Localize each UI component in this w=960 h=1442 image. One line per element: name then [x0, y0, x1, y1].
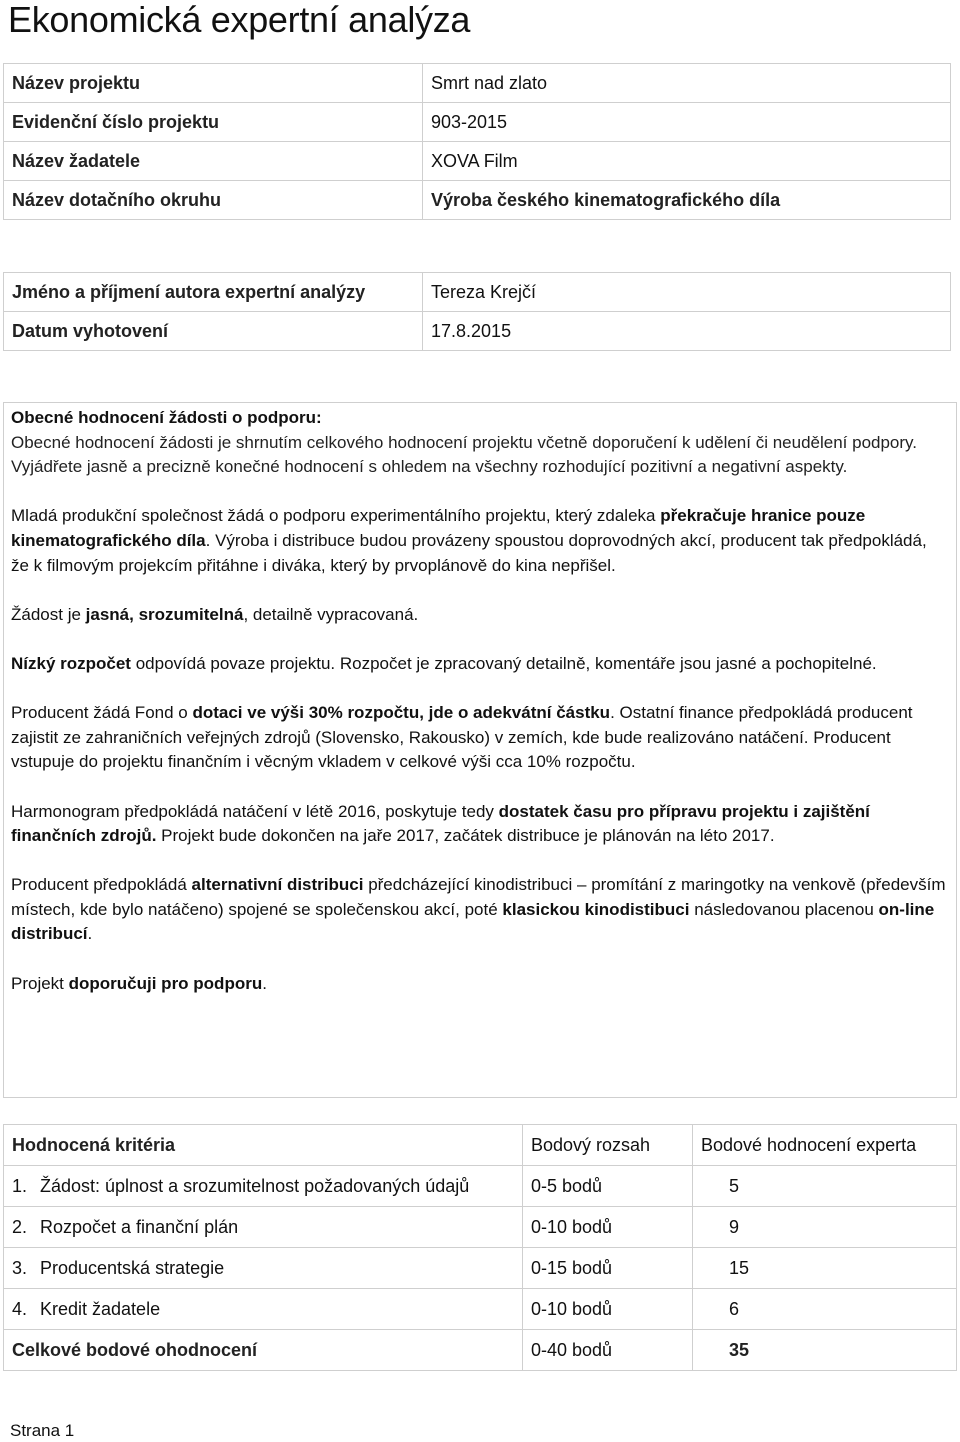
- table-total-row: [4, 1330, 957, 1371]
- grant-area-label: Název dotačního okruhu: [4, 181, 423, 220]
- criterion-range: 0-5 bodů: [523, 1166, 693, 1207]
- grant-area-value: Výroba českého kinematografického díla: [423, 181, 951, 220]
- author-name-value: Tereza Krejčí: [423, 273, 951, 312]
- criterion-score: 5: [693, 1166, 957, 1207]
- assessment-paragraph: Mladá produkční společnost žádá o podporu experimentálního projektu, který zdaleka překračuje hranice pouze kinematografického díla. Výroba i distribuce budou provázeny spoustou doprovodných akcí, producent tak předpokládá, že k filmovým projekcím přitáhne i diváka, který by prvoplánově do kina nepřišel.: [11, 506, 927, 575]
- assessment-paragraph: Producent předpokládá alternativní distribuci předcházející kinodistribuci – promítání z maringotky na venkově (především místech, kde bylo natáčeno) spojené se společenskou akcí, poté klasickou kinodistibuci následovanou placenou on-line distribucí.: [11, 875, 946, 944]
- table-row: [4, 1166, 957, 1207]
- table-row: [4, 142, 951, 181]
- date-label: Datum vyhotovení: [4, 312, 423, 351]
- table-row: [4, 1207, 957, 1248]
- row-number: 4.: [12, 1298, 28, 1319]
- table-row: [4, 181, 951, 220]
- criterion-name: Producentská strategie: [40, 1257, 225, 1278]
- criterion-range: 0-10 bodů: [523, 1207, 693, 1248]
- project-name-value: Smrt nad zlato: [423, 64, 951, 103]
- criterion-range: 0-10 bodů: [523, 1289, 693, 1330]
- project-number-label: Evidenční číslo projektu: [4, 103, 423, 142]
- author-name-label: Jméno a příjmení autora expertní analýzy: [4, 273, 423, 312]
- assessment-paragraph: Harmonogram předpokládá natáčení v létě 2016, poskytuje tedy dostatek času pro přípravu projektu i zajištění finančních zdrojů. Projekt bude dokončen na jaře 2017, začátek distribuce je plánován na léto 2017.: [11, 801, 870, 846]
- table-header-row: [4, 1125, 957, 1166]
- row-number: 1.: [12, 1175, 28, 1196]
- project-info-table: [3, 63, 951, 220]
- criterion-range: 0-15 bodů: [523, 1248, 693, 1289]
- table-row: [4, 1289, 957, 1330]
- assessment-paragraph: Žádost je jasná, srozumitelná, detailně vypracovaná.: [11, 604, 419, 624]
- criterion-name: Rozpočet a finanční plán: [40, 1216, 239, 1237]
- row-number: 3.: [12, 1257, 28, 1278]
- assessment-paragraph: Producent žádá Fond o dotaci ve výši 30% rozpočtu, jde o adekvátní částku. Ostatní finance předpokládá producent zajistit ze zahraničních veřejných zdrojů (Slovensko, Rakousko) v zemích, kde bude realizováno natáčení. Producent vstupuje do projektu finančním i věcným vkladem v celkové výši cca 10% rozpočtu.: [11, 703, 913, 772]
- total-score: 35: [693, 1330, 957, 1371]
- table-row: [4, 64, 951, 103]
- score-header: Bodové hodnocení experta: [693, 1125, 957, 1166]
- table-row: [4, 273, 951, 312]
- total-range: 0-40 bodů: [523, 1330, 693, 1371]
- assessment-paragraph: Nízký rozpočet odpovídá povaze projektu. Rozpočet je zpracovaný detailně, komentáře jsou jasné a pochopitelné.: [11, 653, 877, 673]
- applicant-name-value: XOVA Film: [423, 142, 951, 181]
- table-row: [4, 103, 951, 142]
- table-row: [4, 1248, 957, 1289]
- project-number-value: 903-2015: [423, 103, 951, 142]
- criterion-name: Žádost: úplnost a srozumitelnost požadovaných údajů: [40, 1175, 470, 1196]
- criteria-table: [3, 1124, 957, 1371]
- total-label: Celkové bodové ohodnocení: [4, 1330, 523, 1371]
- general-assessment: [3, 402, 957, 1098]
- row-number: 2.: [12, 1216, 28, 1237]
- assessment-recommendation: Projekt doporučuji pro podporu.: [11, 973, 267, 993]
- page-number: Strana 1: [10, 1421, 75, 1440]
- criterion-score: 6: [693, 1289, 957, 1330]
- criterion-score: 9: [693, 1207, 957, 1248]
- applicant-name-label: Název žadatele: [4, 142, 423, 181]
- date-value: 17.8.2015: [423, 312, 951, 351]
- criteria-header: Hodnocená kritéria: [4, 1125, 523, 1166]
- project-name-label: Název projektu: [4, 64, 423, 103]
- criterion-name: Kredit žadatele: [40, 1298, 161, 1319]
- assessment-intro: Obecné hodnocení žádosti je shrnutím celkového hodnocení projektu včetně doporučení k udělení či neudělení podpory. Vyjádřete jasně a precizně konečné hodnocení s ohledem na všechny rozhodující pozitivní a negativní aspekty.: [11, 432, 918, 477]
- criterion-score: 15: [693, 1248, 957, 1289]
- range-header: Bodový rozsah: [523, 1125, 693, 1166]
- author-info-table: [3, 272, 951, 351]
- assessment-heading: Obecné hodnocení žádosti o podporu:: [11, 408, 322, 427]
- page-title: Ekonomická expertní analýza: [8, 0, 471, 40]
- table-row: [4, 312, 951, 351]
